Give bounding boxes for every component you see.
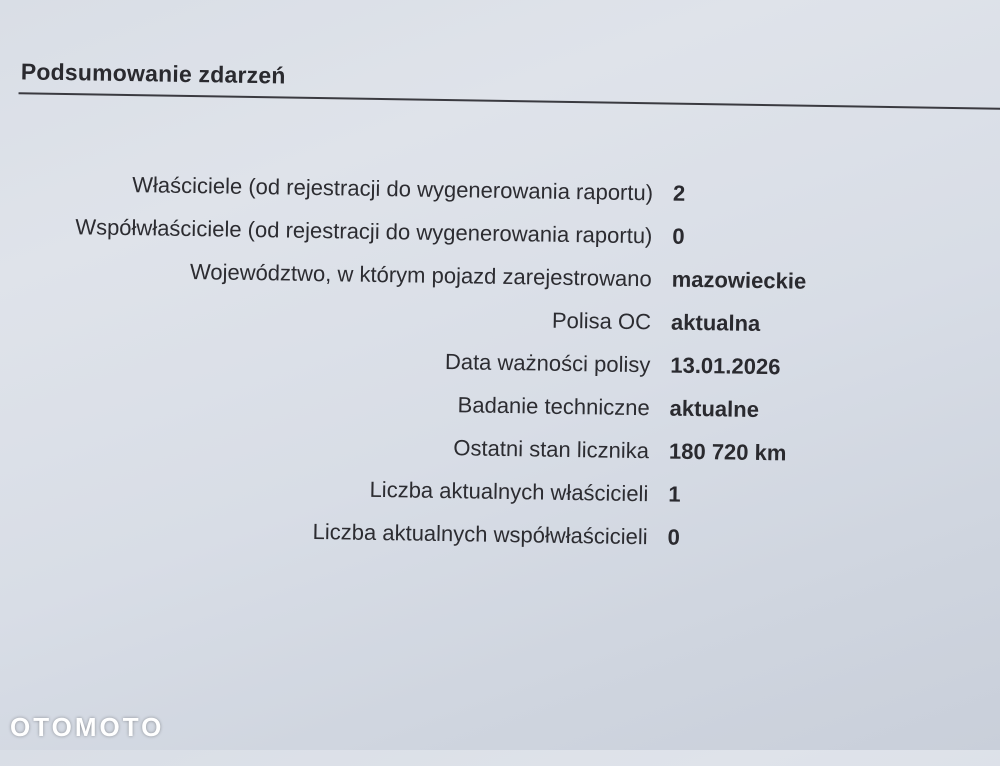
summary-row-voivodeship: [0, 254, 996, 300]
row-value: 2: [672, 180, 686, 206]
row-value: aktualna: [670, 309, 761, 336]
row-value: 13.01.2026: [670, 352, 781, 380]
row-value: 0: [672, 223, 685, 249]
otomoto-watermark-logo: OTOMOTO: [10, 712, 165, 742]
row-value: aktualne: [669, 395, 760, 422]
summary-row-owners: [0, 168, 997, 214]
row-label: Województwo, w którym pojazd zarejestrowano: [189, 259, 652, 292]
row-label: Współwłaściciele (od rejestracji do wygenerowania raportu): [75, 214, 653, 249]
row-value: mazowieckie: [671, 266, 807, 294]
summary-row-oc-policy: [0, 297, 995, 343]
row-label: Polisa OC: [551, 307, 652, 335]
summary-row-odometer: [0, 426, 993, 472]
title-divider: [19, 92, 1000, 110]
row-label: Ostatni stan licznika: [453, 435, 650, 464]
summary-row-current-owners: [0, 469, 993, 515]
row-label: Właściciele (od rejestracji do wygenerowania raportu): [132, 172, 654, 206]
summary-row-policy-expiry: [0, 340, 995, 386]
row-label: Liczba aktualnych współwłaścicieli: [312, 518, 648, 550]
summary-row-inspection: [0, 383, 994, 429]
row-value: 180 720 km: [668, 438, 787, 466]
row-label: Data ważności polisy: [444, 349, 651, 378]
summary-list: [0, 168, 997, 571]
summary-row-co-owners: [0, 211, 997, 257]
row-label: Liczba aktualnych właścicieli: [369, 476, 649, 507]
summary-row-current-co-owners: [0, 512, 992, 558]
row-value: 0: [667, 524, 681, 550]
row-label: Badanie techniczne: [457, 392, 650, 421]
row-value: 1: [668, 481, 681, 507]
section-title: Podsumowanie zdarzeń: [20, 58, 286, 89]
